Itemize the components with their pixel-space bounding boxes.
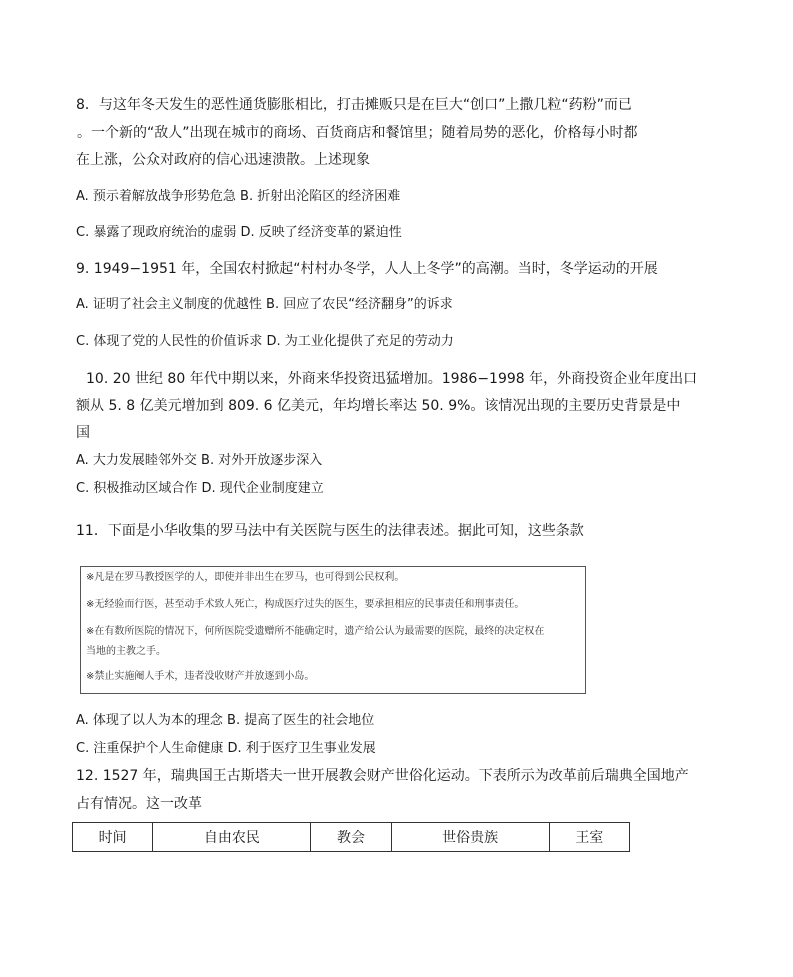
- q12-stem-line-2: 占有情况。这一改革: [76, 796, 202, 812]
- q8-options-cd: C. 暴露了现政府统治的虚弱 D. 反映了经济变革的紧迫性: [76, 225, 402, 240]
- table-header-cell: 自由农民: [153, 823, 311, 852]
- q10-stem-line-2: 额从 5. 8 亿美元增加到 809. 6 亿美元，年均增长率达 50. 9%。该情况出现的主要历史背景是中: [76, 398, 681, 414]
- q8-stem-line-3: 在上涨，公众对政府的信心迅速溃散。上述现象: [76, 152, 370, 168]
- excerpt-item-1: ※凡是在罗马教授医学的人，即使并非出生在罗马，也可得到公民权利。: [86, 572, 405, 583]
- q11-options-ab: A. 体现了以人为本的理念 B. 提高了医生的社会地位: [76, 713, 375, 728]
- excerpt-item-2: ※无经验而行医，甚至动手术致人死亡，构成医疗过失的医生，要承担相应的民事责任和刑事责任。: [86, 599, 525, 610]
- table-header-cell: 教会: [311, 823, 391, 852]
- q11-stem-line-1: 11．下面是小华收集的罗马法中有关医院与医生的法律表述。据此可知，这些条款: [76, 523, 584, 539]
- table-header-cell: 世俗贵族: [391, 823, 549, 852]
- q9-options-ab: A. 证明了社会主义制度的优越性 B. 回应了农民“经济翻身”的诉求: [76, 297, 453, 312]
- q10-stem-line-3: 国: [76, 425, 90, 441]
- land-ownership-table: [72, 822, 630, 852]
- table-header-row: [73, 823, 630, 852]
- excerpt-item-3-line-2: 当地的主教之手。: [86, 646, 166, 657]
- table-header-cell: 时间: [73, 823, 153, 852]
- q9-stem-line-1: 9. 1949−1951 年，全国农村掀起“村村办冬学，人人上冬学”的高潮。当时，冬学运动的开展: [76, 261, 658, 277]
- q10-stem-line-1: 10. 20 世纪 80 年代中期以来，外商来华投资迅猛增加。1986−1998 年，外商投资企业年度出口: [86, 371, 698, 387]
- roman-law-excerpt-box: [80, 566, 586, 694]
- q9-options-cd: C. 体现了党的人民性的价值诉求 D. 为工业化提供了充足的劳动力: [76, 334, 454, 349]
- excerpt-item-4: ※禁止实施阉人手术，违者没收财产并放逐到小岛。: [86, 671, 315, 682]
- q11-options-cd: C. 注重保护个人生命健康 D. 利于医疗卫生事业发展: [76, 741, 376, 756]
- q12-stem-line-1: 12. 1527 年，瑞典国王古斯塔夫一世开展教会财产世俗化运动。下表所示为改革前后瑞典全国地产: [76, 768, 689, 784]
- table-header-cell: 王室: [549, 823, 629, 852]
- excerpt-item-3-line-1: ※在有数所医院的情况下，何所医院受遗赠所不能确定时，遗产给公认为最需要的医院，最终的决定权在: [86, 626, 545, 637]
- q8-options-ab: A. 预示着解放战争形势危急 B. 折射出沦陷区的经济困难: [76, 189, 401, 204]
- q10-options-ab: A. 大力发展睦邻外交 B. 对外开放逐步深入: [76, 453, 323, 468]
- q8-stem-line-1: 8．与这年冬天发生的恶性通货膨胀相比，打击摊贩只是在巨大“创口”上撒几粒“药粉”而已: [76, 97, 632, 113]
- q10-options-cd: C. 积极推动区域合作 D. 现代企业制度建立: [76, 481, 324, 496]
- q8-stem-line-2: 。一个新的“敌人”出现在城市的商场、百货商店和餐馆里；随着局势的恶化，价格每小时都: [77, 125, 638, 141]
